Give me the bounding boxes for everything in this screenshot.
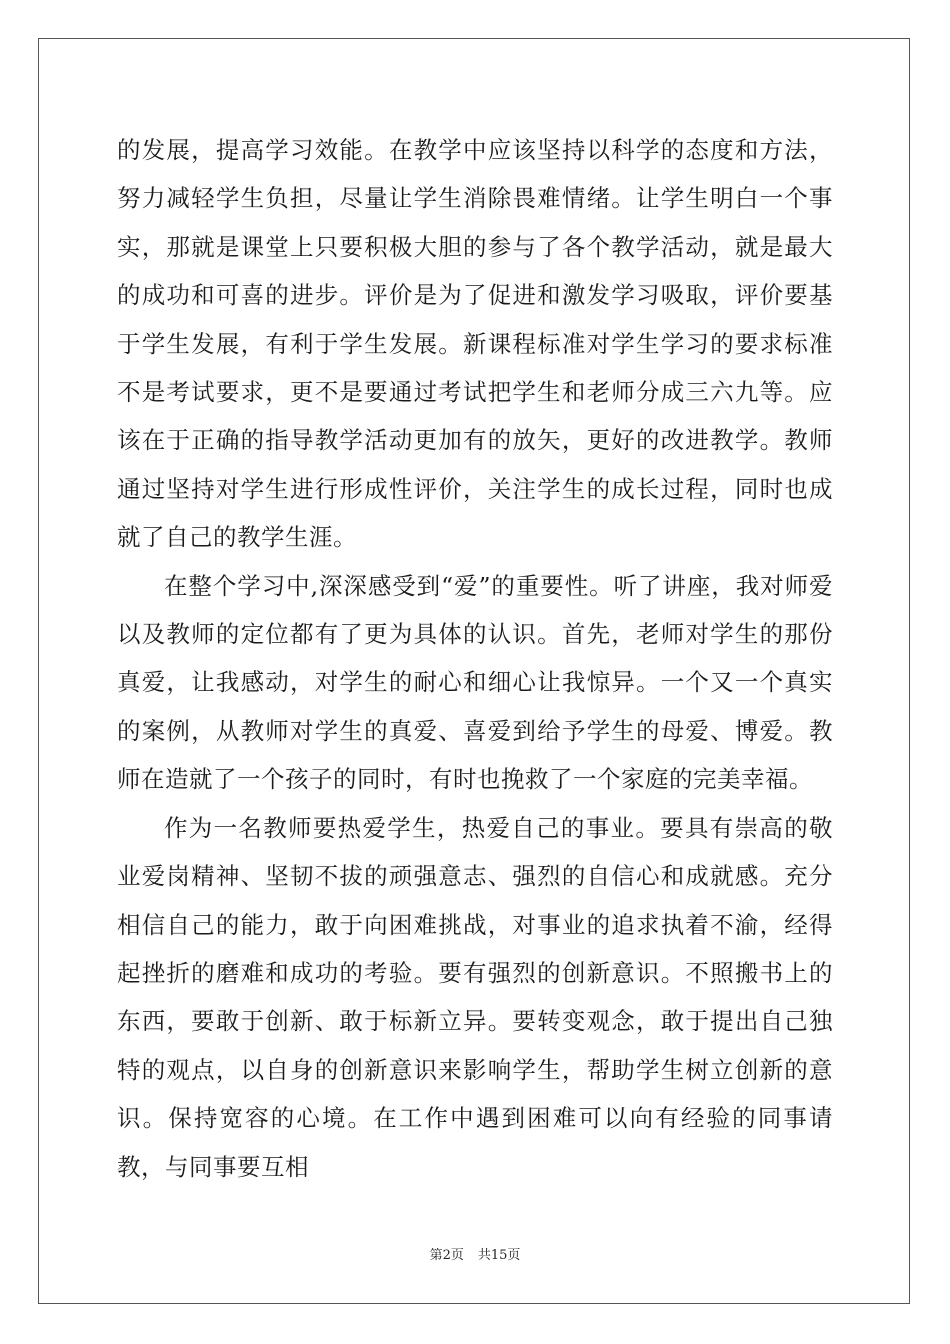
- paragraph-3: 作为一名教师要热爱学生，热爱自己的事业。要具有崇高的敬业爱岗精神、坚韧不拔的顽强意志、强烈的自信心和成就感。充分相信自己的能力，敢于向困难挑战，对事业的追求执着不渝，经得起挫折的磨难和成功的考验。要有强烈的创新意识。不照搬书上的东西，要敢于创新、敢于标新立异。要转变观念，敢于提出自己独特的观点，以自身的创新意识来影响学生，帮助学生树立创新的意识。保持宽容的心境。在工作中遇到困难可以向有经验的同事请教，与同事要互相: [117, 813, 833, 1181]
- paragraph-2: 在整个学习中,深深感受到“爱”的重要性。听了讲座，我对师爱以及教师的定位都有了更为具体的认识。首先，老师对学生的那份真爱，让我感动，对学生的耐心和细心让我惊异。一个又一个真实的案例，从教师对学生的真爱、喜爱到给予学生的母爱、博爱。教师在造就了一个孩子的同时，有时也挽救了一个家庭的完美幸福。: [117, 571, 833, 794]
- page-number: 第2页: [429, 1248, 464, 1263]
- document-body: [117, 126, 833, 1191]
- paragraph-1: 的发展，提高学习效能。在教学中应该坚持以科学的态度和方法，努力减轻学生负担，尽量让学生消除畏难情绪。让学生明白一个事实，那就是课堂上只要积极大胆的参与了各个教学活动，就是最大的成功和可喜的进步。评价是为了促进和激发学习吸取，评价要基于学生发展，有利于学生发展。新课程标准对学生学习的要求标准不是考试要求，更不是要通过考试把学生和老师分成三六九等。应该在于正确的指导教学活动更加有的放矢，更好的改进教学。教师通过坚持对学生进行形成性评价，关注学生的成长过程，同时也成就了自己的教学生涯。: [117, 136, 833, 552]
- page-total: 共15页: [477, 1248, 521, 1263]
- page-footer: [0, 1244, 950, 1263]
